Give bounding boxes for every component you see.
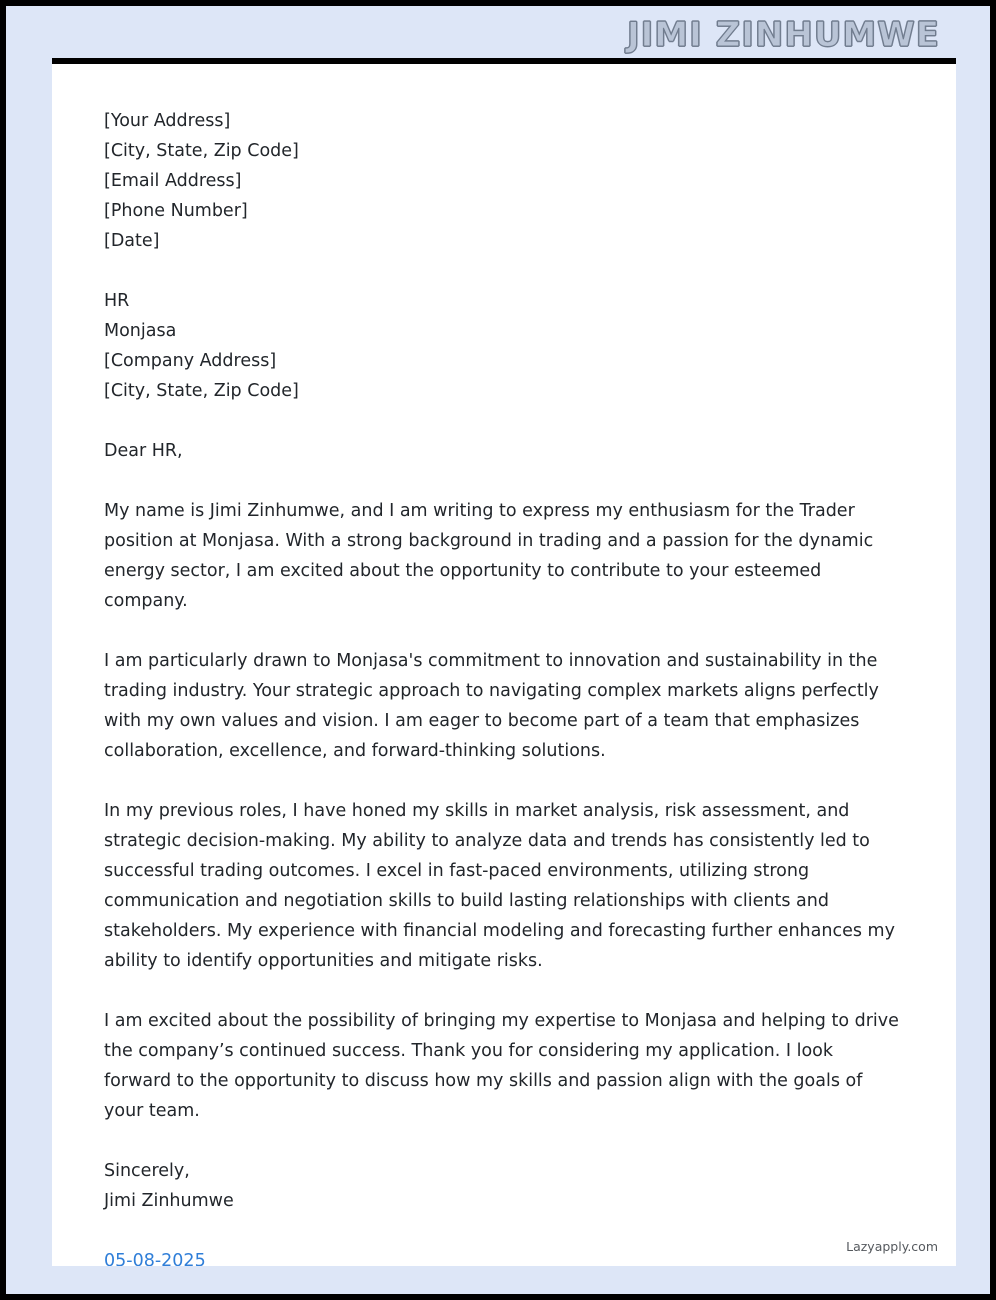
sender-line: [Phone Number] <box>104 201 248 221</box>
sender-address-block <box>104 106 904 256</box>
sender-line: [Email Address] <box>104 171 242 191</box>
salutation: Dear HR, <box>104 441 183 461</box>
page-title: JIMI ZINHUMWE <box>626 15 940 55</box>
recipient-line: Monjasa <box>104 321 177 341</box>
spacer <box>104 406 904 436</box>
recipient-line: [Company Address] <box>104 351 277 371</box>
brand-watermark: Lazyapply.com <box>846 1239 938 1254</box>
recipient-line: HR <box>104 291 130 311</box>
closing: Sincerely, <box>104 1161 190 1181</box>
letter-body <box>52 64 956 1266</box>
letter-paragraph: I am particularly drawn to Monjasa's commitment to innovation and sustainability in the trading industry. Your strategic approach to navigating complex markets aligns perfectly with my own values and vision. I am eager to become part of a team that emphasizes collaboration, excellence, and forward-thinking solutions. <box>104 651 879 761</box>
recipient-line: [City, State, Zip Code] <box>104 381 299 401</box>
spacer <box>104 466 904 496</box>
letter-sheet <box>52 58 956 1266</box>
date-link[interactable]: 05-08-2025 <box>104 1251 206 1266</box>
letter-paragraph: In my previous roles, I have honed my skills in market analysis, risk assessment, and strategic decision-making. My ability to analyze data and trends has consistently led to successful trading outcomes. I excel in fast-paced environments, utilizing strong communication and negotiation skills to build lasting relationships with clients and stakeholders. My experience with financial modeling and forecasting further enhances my ability to identify opportunities and mitigate risks. <box>104 801 895 971</box>
sender-line: [Your Address] <box>104 111 231 131</box>
spacer <box>104 256 904 286</box>
signature-name: Jimi Zinhumwe <box>104 1191 234 1211</box>
letter-paragraph: I am excited about the possibility of bringing my expertise to Monjasa and helping to drive the company’s continued success. Thank you for considering my application. I look forward to the opportunity to discuss how my skills and passion align with the goals of your team. <box>104 1011 899 1121</box>
sender-line: [Date] <box>104 231 160 251</box>
document-header <box>12 12 984 58</box>
recipient-address-block <box>104 286 904 406</box>
letter-paragraph: My name is Jimi Zinhumwe, and I am writing to express my enthusiasm for the Trader position at Monjasa. With a strong background in trading and a passion for the dynamic energy sector, I am excited about the opportunity to contribute to your esteemed company. <box>104 501 874 611</box>
sender-line: [City, State, Zip Code] <box>104 141 299 161</box>
